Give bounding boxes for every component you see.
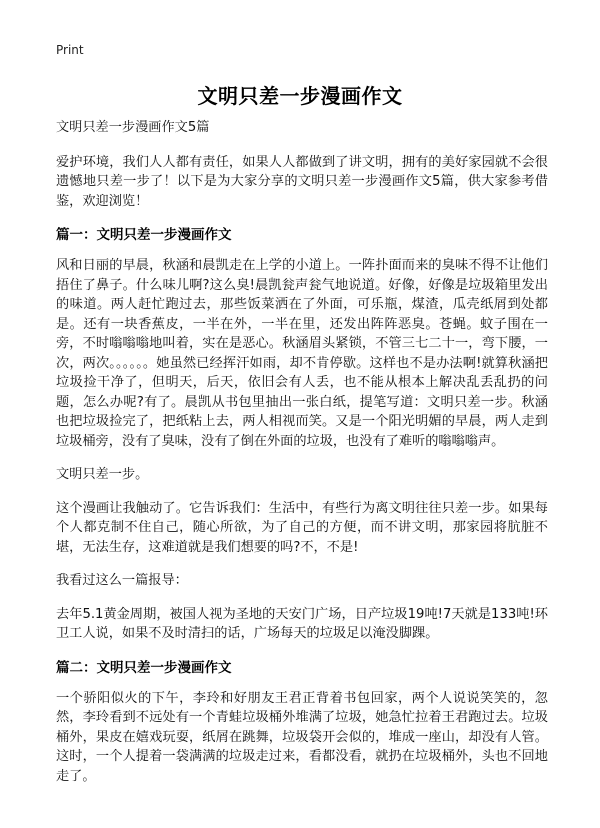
- section-paragraph: 去年5.1黄金周期，被国人视为圣地的天安门广场，日产垃圾19吨!7天就是133吨!环卫工人说，如果不及时清扫的话，广场每天的垃圾足以淹没脚踝。: [56, 606, 548, 641]
- section-paragraph: 风和日丽的早晨，秋涵和晨凯走在上学的小道上。一阵扑面而来的臭味不得不让他们捂住了鼻子。什么味儿啊?这么臭!晨凯瓮声瓮气地说道。好像，好像是垃圾箱里发出的味道。两人赶忙跑过去，那些饭菜洒在了外面，可乐瓶，煤渣，瓜壳纸屑到处都是。还有一块香蕉皮，一半在外，一半在里，还发出阵阵恶臭。苍蝇。蚊子围在一旁，不时嗡嗡嗡地叫着，实在是恶心。秋涵眉头紧锁，不管三七二十一，弯下腰，一次，两次。。。。。。她虽然已经挥汗如雨，却不肯停歇。这样也不是办法啊!就算秋涵把垃圾捡干净了，但明天，后天，依旧会有人丢，也不能从根本上解决乱丢乱扔的问题，怎么办呢?有了。晨凯从书包里抽出一张白纸，提笔写道：文明只差一步。秋涵也把垃圾捡完了，把纸粘上去，两人相视而笑。又是一个阳光明媚的早晨，两人走到垃圾桶旁，没有了臭味，没有了倒在外面的垃圾，也没有了难听的嗡嗡嗡声。: [56, 258, 548, 449]
- section-paragraph: 文明只差一步。: [56, 467, 149, 482]
- section-heading: 篇二：文明只差一步漫画作文: [56, 659, 232, 676]
- page-title: 文明只差一步漫画作文: [197, 84, 403, 108]
- article-subtitle: 文明只差一步漫画作文5篇: [56, 120, 210, 135]
- section-heading: 篇一：文明只差一步漫画作文: [56, 227, 232, 243]
- intro-paragraph: 爱护环境，我们人人都有责任，如果人人都做到了讲文明，拥有的美好家园就不会很遗憾地只差一步了！以下是为大家分享的文明只差一步漫画作文5篇，供大家参考借鉴，欢迎浏览！: [56, 154, 548, 209]
- print-link[interactable]: Print: [56, 43, 84, 57]
- section-paragraph: 一个骄阳似火的下午，李玲和好朋友王君正背着书包回家，两个人说说笑笑的，忽然，李玲看到不远处有一个青蛙垃圾桶外堆满了垃圾，她急忙拉着王君跑过去。垃圾桶外，果皮在嬉戏玩耍，纸屑在跳舞，垃圾袋开会似的，堆成一座山，却没有人管。这时，一个人提着一袋满满的垃圾走过来，看都没看，就扔在垃圾桶外，头也不回地走了。: [56, 690, 548, 784]
- section-paragraph: 这个漫画让我触动了。它告诉我们：生活中，有些行为离文明往往只差一步。如果每个人都克制不住自己，随心所欲，为了自己的方便，而不讲文明，那家园将肮脏不堪，无法生存，这难道就是我们想要的吗?不，不是!: [56, 500, 548, 555]
- section-paragraph: 我看过这么一篇报导：: [56, 573, 188, 588]
- article-body: [56, 118, 548, 800]
